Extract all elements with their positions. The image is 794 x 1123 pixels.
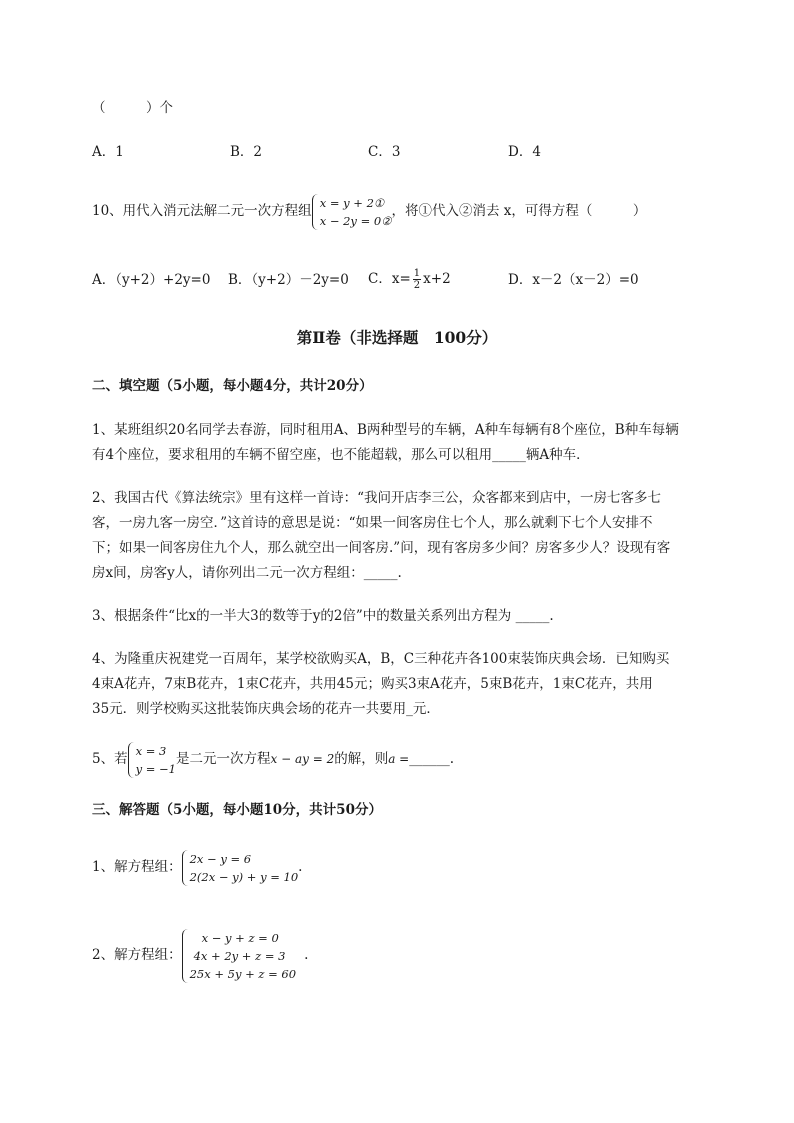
q9-option-d: D．4 — [508, 144, 541, 160]
q10-fraction — [413, 268, 421, 291]
solve1-suffix: . — [298, 859, 303, 875]
solve1-eq1: 2x − y = 6 — [189, 851, 252, 866]
q10-prefix: 10、用代入消元法解二元一次方程组 — [92, 203, 312, 219]
q10-eq1: x = y + 2① — [319, 195, 385, 210]
q10-equation-system — [312, 194, 392, 230]
fill5-eq1: x = 3 — [135, 743, 167, 758]
solve1-prefix: 1、解方程组： — [92, 859, 182, 875]
fill4-line1: 4、为隆重庆祝建党一百周年，某学校欲购买A，B，C三种花卉各100束装饰庆典会场．已知购买 — [92, 651, 670, 667]
q10-option-a: A．（y+2）+2y=0 — [92, 272, 211, 288]
solve2-stem — [92, 926, 308, 984]
fill5-prefix: 5、若 — [92, 751, 128, 767]
fill-in-heading: 二、填空题（5小题，每小题4分，共计20分） — [92, 378, 373, 394]
fill5-equation: x − ay = 2 — [270, 752, 335, 766]
q9-option-a: A．1 — [92, 144, 124, 160]
q10-suffix: ，将①代入②消去 x，可得方程（ ） — [391, 203, 647, 219]
solve2-equation-system — [182, 929, 296, 983]
brace-icon — [128, 742, 135, 778]
q9-tail: （ ）个 — [92, 100, 173, 116]
q10-option-b: B．（y+2）－2y=0 — [228, 272, 349, 288]
fill3-line1: 3、根据条件“比x的一半大3的数等于y的2倍”中的数量关系列出方程为 _____. — [92, 608, 554, 624]
fill4-line2: 4束A花卉，7束B花卉，1束C花卉，共用45元；购买3束A花卉，5束B花卉，1束C花卉，共用 — [92, 676, 653, 692]
solve2-prefix: 2、解方程组： — [92, 947, 182, 963]
fill5-suffix: 的解，则 — [334, 751, 389, 767]
fill5-equation-system — [128, 742, 176, 778]
fill5-answer-var: a = — [388, 752, 410, 766]
brace-icon — [182, 850, 189, 886]
q9-option-c: C．3 — [368, 144, 401, 160]
fill5-middle: 是二元一次方程 — [176, 751, 271, 767]
solve1-stem — [92, 848, 302, 886]
brace-icon — [182, 929, 189, 983]
fill5-eq2: y = −1 — [135, 761, 176, 776]
q10-eq2: x − 2y = 0② — [319, 213, 392, 228]
solve1-eq2: 2(2x − y) + y = 10 — [189, 869, 299, 884]
q9-option-b: B．2 — [230, 144, 263, 160]
solve2-eq1: x − y + z = 0 — [201, 930, 279, 945]
fill4-line3: 35元．则学校购买这批装饰庆典会场的花卉一共要用_元． — [92, 701, 440, 717]
fill2-line4: 房x间，房客y人，请你列出二元一次方程组：_____. — [92, 565, 402, 581]
solve-heading: 三、解答题（5小题，每小题10分，共计50分） — [92, 802, 382, 818]
solve2-suffix: . — [304, 947, 309, 963]
solve2-eq3: 25x + 5y + z = 60 — [189, 966, 297, 981]
fraction-denominator: 2 — [413, 280, 421, 291]
fill2-line3: 下；如果一间客房住九个人，那么就空出一间客房.”问，现有客房多少间？房客多少人？设现有客 — [92, 540, 671, 556]
q10-option-d: D．x－2（x－2）=0 — [508, 272, 639, 288]
section-2-title: 第Ⅱ卷（非选择题 100分） — [296, 328, 498, 347]
brace-icon — [312, 194, 319, 230]
solve1-equation-system — [182, 850, 299, 886]
q10-option-c — [368, 264, 451, 294]
fill1-line1: 1、某班组织20名同学去春游，同时租用A、B两种型号的车辆，A种车每辆有8个座位，B种车每辆 — [92, 422, 679, 438]
fill1-line2: 有4个座位，要求租用的车辆不留空座，也不能超载，那么可以租用_____辆A种车． — [92, 447, 590, 463]
solve2-eq2: 4x + 2y + z = 3 — [193, 948, 286, 963]
fill2-line1: 2、我国古代《算法统宗》里有这样一首诗：“我问开店李三公，众客都来到店中，一房七客多七 — [92, 490, 661, 506]
q10-stem — [92, 192, 646, 230]
q10-option-c-lhs: C．x= — [368, 271, 411, 287]
fill2-line2: 客，一房九客一房空．”这首诗的意思是说：“如果一间客房住七个人，那么就剩下七个人安排不 — [92, 515, 653, 531]
fill5-stem — [92, 740, 454, 778]
fraction-numerator: 1 — [413, 268, 421, 279]
fill5-blank: ______. — [409, 751, 455, 767]
q10-option-c-rhs: x+2 — [423, 271, 451, 287]
